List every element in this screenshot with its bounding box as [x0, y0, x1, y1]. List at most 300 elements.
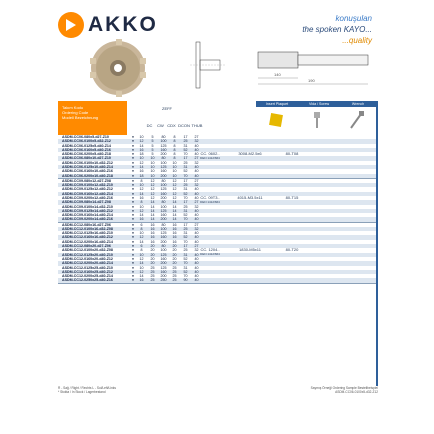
group-insert-subtitle: DEN 1412/664: [200, 252, 220, 257]
cell-dc: 12: [150, 191, 155, 196]
insert-icon: [269, 113, 283, 127]
cell-cdx: 20: [172, 248, 177, 253]
col-dc: DC: [146, 123, 153, 128]
cell-dc: 25: [150, 269, 155, 274]
ordering-code-subtitle-de: Modell Bezeichnung: [62, 115, 99, 120]
cell-z: 14: [139, 213, 144, 218]
cell-thub: 32: [194, 183, 199, 188]
header-wrench: Wrench: [351, 102, 365, 106]
cell-dc: 14: [150, 213, 155, 218]
footer-legend-2: * Stokta / In Stock / Lagerbestand: [58, 390, 106, 394]
akko-logo: [58, 12, 158, 38]
disc-cutter-image: [90, 39, 146, 97]
cell-dcon: 25: [183, 183, 188, 188]
stock-dot-icon: ●: [131, 213, 135, 218]
cell-cdx: 16: [172, 231, 177, 236]
cell-code: ASDM-CC12-0200x16-d40-Z14: [62, 239, 113, 244]
cell-cw: 200: [160, 217, 167, 222]
cell-cw: 100: [160, 248, 167, 253]
cell-cw: 100: [160, 183, 167, 188]
cell-code: ASDM-CC06-0100x5-d32-Z12: [62, 139, 111, 144]
cell-dc: 12: [150, 178, 155, 183]
cell-thub: 40: [194, 213, 199, 218]
group-insert-code: CC. 09T3..: [200, 194, 220, 200]
cell-dcon: 52: [183, 191, 188, 196]
cell-dc: 20: [150, 261, 155, 266]
stock-dot-icon: ●: [131, 191, 135, 196]
cell-dc: 10: [150, 173, 155, 178]
cell-thub: 32: [194, 226, 199, 231]
col-cdx: CDX: [167, 123, 176, 128]
cell-code: ASDM-CC09-080x14-d27-Z08: [62, 200, 111, 205]
cell-dcon: 70: [183, 173, 188, 178]
group-insert-code: CC. 1204..: [200, 247, 220, 253]
cell-thub: 32: [194, 139, 199, 144]
cell-thub: 27: [194, 178, 199, 183]
cell-code: ASDM-CC09-0160x14-d40-Z14: [62, 213, 113, 218]
cell-thub: 40: [194, 165, 199, 170]
cell-cdx: 16: [172, 239, 177, 244]
cell-dc: 10: [150, 165, 155, 170]
cell-dc: 16: [150, 222, 155, 227]
cell-cdx: 8: [173, 147, 176, 152]
cell-z: 14: [139, 143, 144, 148]
cell-z: 10: [139, 204, 144, 209]
cell-dcon: 31: [183, 187, 188, 192]
cell-dcon: 52: [183, 269, 188, 274]
group-insert-subtitle: DEN 1412/664: [200, 155, 220, 160]
cell-cdx: 14: [172, 200, 177, 205]
cell-thub: 40: [194, 191, 199, 196]
stock-dot-icon: ●: [131, 160, 135, 165]
cell-dcon: 17: [183, 244, 188, 249]
cell-thub: 40: [194, 231, 199, 236]
cell-dc: 25: [150, 274, 155, 279]
cell-dcon: 52: [183, 235, 188, 240]
cell-code: ASDM-CC06-0160x10-d40-Z16: [62, 169, 113, 174]
cell-z: 18: [139, 173, 144, 178]
cell-cw: 100: [160, 226, 167, 231]
stock-dot-icon: ●: [131, 226, 135, 231]
tagline-line-1: konuşulan: [335, 14, 372, 23]
cell-z: 10: [139, 183, 144, 188]
cell-z: 16: [139, 278, 144, 283]
cell-dcon: 52: [183, 213, 188, 218]
cell-dc: 10: [150, 160, 155, 165]
cell-code: ASDM-CC06-0125x5-d40-Z14: [62, 143, 111, 148]
cell-thub: 40: [194, 173, 199, 178]
cell-z: 6: [140, 244, 143, 249]
cell-cdx: 12: [172, 187, 177, 192]
stock-dot-icon: ●: [131, 195, 135, 200]
cell-thub: 40: [194, 265, 199, 270]
cell-thub: 40: [194, 152, 199, 157]
stock-dot-icon: ●: [131, 261, 135, 266]
side-view-drawing: [190, 42, 226, 88]
cell-cdx: 8: [173, 156, 176, 161]
cell-dc: 5: [151, 152, 154, 157]
stock-dot-icon: ●: [131, 231, 135, 236]
cell-cdx: 20: [172, 261, 177, 266]
stock-dot-icon: ●: [131, 239, 135, 244]
cell-code: ASDM-CC06-0200x5-d40-Z18: [62, 152, 111, 157]
cell-cw: 200: [160, 239, 167, 244]
group-screw-code: 1830-M5x11: [239, 247, 261, 253]
cell-cdx: 25: [172, 274, 177, 279]
cell-code: ASDM-CC09-0125x12-d40-Z12: [62, 187, 113, 192]
stock-dot-icon: ●: [131, 173, 135, 178]
cell-cdx: 20: [172, 252, 177, 257]
stock-dot-icon: ●: [131, 265, 135, 270]
cell-cdx: 10: [172, 165, 177, 170]
cell-z: 12: [139, 139, 144, 144]
cell-code: ASDM-CC09-080x12-d27-Z08: [62, 178, 111, 183]
cell-dc: 20: [150, 244, 155, 249]
cell-code: ASDM-CC09-0100x14-d32-Z10: [62, 204, 113, 209]
cell-thub: 27: [194, 244, 199, 249]
cell-thub: 40: [194, 217, 199, 222]
footer: [58, 386, 378, 394]
cell-code: ASDM-CC09-0200x14-d40-Z16: [62, 217, 113, 222]
cell-cdx: 14: [172, 213, 177, 218]
cell-code: ASDM-CC09-0100x12-d32-Z10: [62, 183, 113, 188]
cell-dc: 20: [150, 248, 155, 253]
cell-z: 12: [139, 208, 144, 213]
cell-dcon: 70: [183, 152, 188, 157]
stock-dot-icon: ●: [131, 147, 135, 152]
cell-cdx: 16: [172, 235, 177, 240]
cell-cdx: 12: [172, 191, 177, 196]
cell-cdx: 10: [172, 160, 177, 165]
cell-code: ASDM-CC12-0160x25-d40-Z12: [62, 269, 113, 274]
cell-dc: 25: [150, 278, 155, 283]
cell-dc: 10: [150, 156, 155, 161]
cell-z: 16: [139, 169, 144, 174]
cell-dcon: 17: [183, 178, 188, 183]
cell-cw: 125: [160, 231, 167, 236]
cell-thub: 27: [194, 135, 199, 139]
cell-dcon: 52: [183, 256, 188, 261]
cell-cdx: 12: [172, 183, 177, 188]
cell-cw: 100: [160, 160, 167, 165]
cell-thub: 40: [194, 256, 199, 261]
cell-dcon: 17: [183, 135, 188, 139]
tagline-line-2: the spoken KAYO...: [302, 25, 372, 34]
cell-dcon: 52: [183, 147, 188, 152]
cell-code: ASDM-CC09-0125x14-d40-Z12: [62, 208, 113, 213]
cell-dc: 16: [150, 226, 155, 231]
cell-z: 10: [139, 265, 144, 270]
cell-cdx: 8: [173, 143, 176, 148]
cell-dcon: 17: [183, 200, 188, 205]
cell-dc: 5: [151, 143, 154, 148]
cell-code: ASDM-CC09-0200x12-d40-Z16: [62, 195, 113, 200]
cell-code: ASDM-CC12-0200x20-d40-Z14: [62, 261, 113, 266]
cell-z: 16: [139, 217, 144, 222]
stock-dot-icon: ●: [131, 135, 135, 139]
group-separator: [58, 283, 376, 284]
cell-code: ASDM-CC12-0250x25-d40-Z16: [62, 278, 113, 283]
cell-dc: 16: [150, 235, 155, 240]
cell-cdx: 8: [173, 139, 176, 144]
cell-cw: 100: [160, 204, 167, 209]
cell-cw: 80: [161, 178, 166, 183]
akko-logo-mark-icon: [58, 12, 84, 38]
stock-dot-icon: ●: [131, 178, 135, 183]
cutter-drawing: [78, 38, 378, 100]
cell-cdx: 16: [172, 226, 177, 231]
cell-dc: 20: [150, 256, 155, 261]
cell-dcon: 31: [183, 231, 188, 236]
cell-cw: 160: [160, 269, 167, 274]
footer-legend-1: R - Sağ / Right / Rechts L - Sol/Left/Links: [58, 386, 116, 390]
cell-code: ASDM-CC06-0125x10-d40-Z14: [62, 165, 113, 170]
stock-dot-icon: ●: [131, 169, 135, 174]
stock-dot-icon: ●: [131, 183, 135, 188]
cell-dc: 20: [150, 252, 155, 257]
stock-dot-icon: ●: [131, 248, 135, 253]
cell-dc: 14: [150, 204, 155, 209]
stock-dot-icon: ●: [131, 278, 135, 283]
cell-cdx: 8: [173, 135, 176, 139]
cell-code: ASDM-CC06-080x5-d27-Z10: [62, 135, 109, 139]
cell-thub: 40: [194, 147, 199, 152]
cell-cw: 125: [160, 208, 167, 213]
tagline-line-3: ...quality: [342, 36, 372, 45]
cell-dcon: 70: [183, 217, 188, 222]
col-thub: THUB: [191, 123, 203, 128]
cell-cdx: 25: [172, 265, 177, 270]
cell-cw: 80: [161, 222, 166, 227]
cell-dc: 25: [150, 265, 155, 270]
cell-dc: 5: [151, 147, 154, 152]
cell-z: 18: [139, 152, 144, 157]
col-dcon: DCON: [178, 123, 190, 128]
zeff-label: ZEFF: [162, 106, 172, 111]
cell-code: ASDM-CC12-080x16-d27-Z06: [62, 222, 111, 227]
cell-dcon: 52: [183, 169, 188, 174]
cell-thub: 32: [194, 160, 199, 165]
cell-dc: 12: [150, 187, 155, 192]
cell-z: 8: [140, 248, 143, 253]
cell-cw: 160: [160, 235, 167, 240]
cell-cdx: 10: [172, 169, 177, 174]
stock-dot-icon: ●: [131, 244, 135, 249]
cell-dcon: 70: [183, 261, 188, 266]
cell-dc: 12: [150, 183, 155, 188]
cell-thub: 40: [194, 208, 199, 213]
cell-cdx: 16: [172, 222, 177, 227]
cell-z: 10: [139, 156, 144, 161]
cell-cdx: 20: [172, 256, 177, 261]
stock-dot-icon: ●: [131, 156, 135, 161]
cell-dcon: 25: [183, 160, 188, 165]
cell-cdx: 14: [172, 204, 177, 209]
cell-cw: 200: [160, 173, 167, 178]
cell-thub: 40: [194, 239, 199, 244]
cell-thub: 27: [194, 200, 199, 205]
cell-code: ASDM-CC12-0100x20-d32-Z08: [62, 248, 113, 253]
stock-dot-icon: ●: [131, 235, 135, 240]
side-accent-bar: [376, 101, 378, 386]
cell-z: 14: [139, 239, 144, 244]
cell-dcon: 70: [183, 274, 188, 279]
cell-cw: 250: [160, 278, 167, 283]
group-insert-code: CC. 0602..: [200, 150, 220, 156]
group-wrench-code: 80-T15: [285, 194, 299, 200]
cell-dcon: 31: [183, 265, 188, 270]
cell-thub: 40: [194, 143, 199, 148]
cell-dc: 12: [150, 195, 155, 200]
stock-dot-icon: ●: [131, 274, 135, 279]
ordering-code-header: [58, 101, 127, 135]
cell-cdx: 12: [172, 178, 177, 183]
cell-thub: 27: [194, 222, 199, 227]
cell-z: 8: [140, 226, 143, 231]
cell-cw: 80: [161, 200, 166, 205]
ordering-code-title: Takım Kodu: [62, 105, 84, 110]
cell-cdx: 8: [173, 152, 176, 157]
cell-z: 12: [139, 256, 144, 261]
cell-z: 14: [139, 191, 144, 196]
cell-thub: 27: [194, 156, 199, 161]
header-insert: Insert Plaquet: [265, 102, 289, 106]
cell-cdx: 25: [172, 278, 177, 283]
cell-thub: 40: [194, 169, 199, 174]
cell-cw: 125: [160, 143, 167, 148]
cell-thub: 32: [194, 204, 199, 209]
stock-dot-icon: ●: [131, 200, 135, 205]
cell-thub: 32: [194, 248, 199, 253]
cell-dc: 14: [150, 208, 155, 213]
cell-z: 12: [139, 187, 144, 192]
cell-dcon: 25: [183, 204, 188, 209]
cell-dc: 14: [150, 217, 155, 222]
cell-cdx: 12: [172, 195, 177, 200]
cell-cw: 125: [160, 265, 167, 270]
right-headers: [256, 101, 376, 107]
cell-cw: 160: [160, 256, 167, 261]
cell-code: ASDM-CC12-0160x20-d40-Z12: [62, 256, 113, 261]
cell-cw: 80: [161, 244, 166, 249]
cell-cw: 80: [161, 156, 166, 161]
cell-z: 8: [140, 178, 143, 183]
accessory-images: [256, 108, 376, 134]
cell-cw: 160: [160, 147, 167, 152]
cell-z: 6: [140, 222, 143, 227]
cell-thub: 40: [194, 274, 199, 279]
cell-thub: 40: [194, 278, 199, 283]
cell-thub: 40: [194, 252, 199, 257]
cell-dcon: 70: [183, 239, 188, 244]
cell-code: ASDM-CC06-0160x5-d40-Z16: [62, 147, 111, 152]
cell-z: 8: [140, 200, 143, 205]
cell-code: ASDM-CC12-0125x16-d40-Z10: [62, 231, 113, 236]
cell-dcon: 25: [183, 226, 188, 231]
cell-cw: 80: [161, 135, 166, 139]
cell-dcon: 31: [183, 208, 188, 213]
stock-dot-icon: ●: [131, 165, 135, 170]
cell-z: 14: [139, 274, 144, 279]
cell-cw: 125: [160, 252, 167, 257]
cell-cdx: 10: [172, 173, 177, 178]
cell-z: 10: [139, 135, 144, 139]
cell-dcon: 90: [183, 278, 188, 283]
cell-cw: 200: [160, 195, 167, 200]
column-headers: [127, 123, 225, 128]
cell-dcon: 17: [183, 156, 188, 161]
cell-cdx: 14: [172, 208, 177, 213]
cell-thub: 40: [194, 261, 199, 266]
cell-z: 14: [139, 165, 144, 170]
cell-dcon: 31: [183, 165, 188, 170]
group-wrench-code: 80-T20: [285, 247, 299, 253]
cell-code: ASDM-CC12-0125x25-d40-Z10: [62, 265, 113, 270]
cell-z: 10: [139, 231, 144, 236]
cell-z: 12: [139, 269, 144, 274]
cell-dc: 14: [150, 200, 155, 205]
dim-width-label: 140: [274, 72, 281, 77]
cell-z: 16: [139, 195, 144, 200]
cell-code: ASDM-CC12-0160x16-d40-Z12: [62, 235, 113, 240]
cell-code: ASDM-CC06-0100x10-d32-Z12: [62, 160, 113, 165]
screw-icon: [314, 112, 320, 128]
stock-dot-icon: ●: [131, 143, 135, 148]
stock-dot-icon: ●: [131, 256, 135, 261]
cell-code: ASDM-CC09-0160x12-d40-Z14: [62, 191, 113, 196]
stock-dot-icon: ●: [131, 204, 135, 209]
cell-dcon: 17: [183, 222, 188, 227]
group-screw-code: 3008-M2.5x6: [238, 150, 262, 156]
cell-cw: 200: [160, 152, 167, 157]
cell-cw: 200: [160, 261, 167, 266]
cell-z: 10: [139, 252, 144, 257]
footer-sample-label: Saymış Örneği Ordering Sample Bestellbeispiel: [310, 386, 378, 390]
cell-dc: 16: [150, 231, 155, 236]
wrench-icon: [351, 111, 364, 128]
stock-dot-icon: ●: [131, 208, 135, 213]
group-insert-subtitle: DEN 1412/664: [200, 199, 220, 204]
stock-dot-icon: ●: [131, 222, 135, 227]
stock-dot-icon: ●: [131, 139, 135, 144]
cell-thub: 40: [194, 195, 199, 200]
cell-code: ASDM-CC12-080x20-d27-Z06: [62, 244, 111, 249]
footer-sample-code: ASDM-CC06-0100x5-d32-Z12: [335, 390, 378, 394]
cell-dc: 5: [151, 135, 154, 139]
stock-dot-icon: ●: [131, 269, 135, 274]
col-cw: CW: [157, 123, 164, 128]
cell-cw: 160: [160, 169, 167, 174]
cell-cw: 125: [160, 187, 167, 192]
cell-dc: 5: [151, 139, 154, 144]
group-screw-code: 4015-M3.5x11: [237, 194, 263, 200]
cell-code: ASDM-CC06-080x10-d27-Z10: [62, 156, 111, 161]
cell-cw: 125: [160, 165, 167, 170]
header-screw: Vida / Screw: [308, 102, 330, 106]
cell-cw: 200: [160, 274, 167, 279]
cell-code: ASDM-CC12-0100x16-d32-Z08: [62, 226, 113, 231]
cell-cw: 160: [160, 213, 167, 218]
stock-dot-icon: ●: [131, 252, 135, 257]
cell-z: 14: [139, 261, 144, 266]
cell-thub: 40: [194, 187, 199, 192]
cell-thub: 40: [194, 235, 199, 240]
cell-dcon: 31: [183, 252, 188, 257]
cell-cw: 160: [160, 191, 167, 196]
cell-cdx: 20: [172, 244, 177, 249]
dim-length-label: 190: [308, 78, 315, 83]
cell-dc: 10: [150, 169, 155, 174]
